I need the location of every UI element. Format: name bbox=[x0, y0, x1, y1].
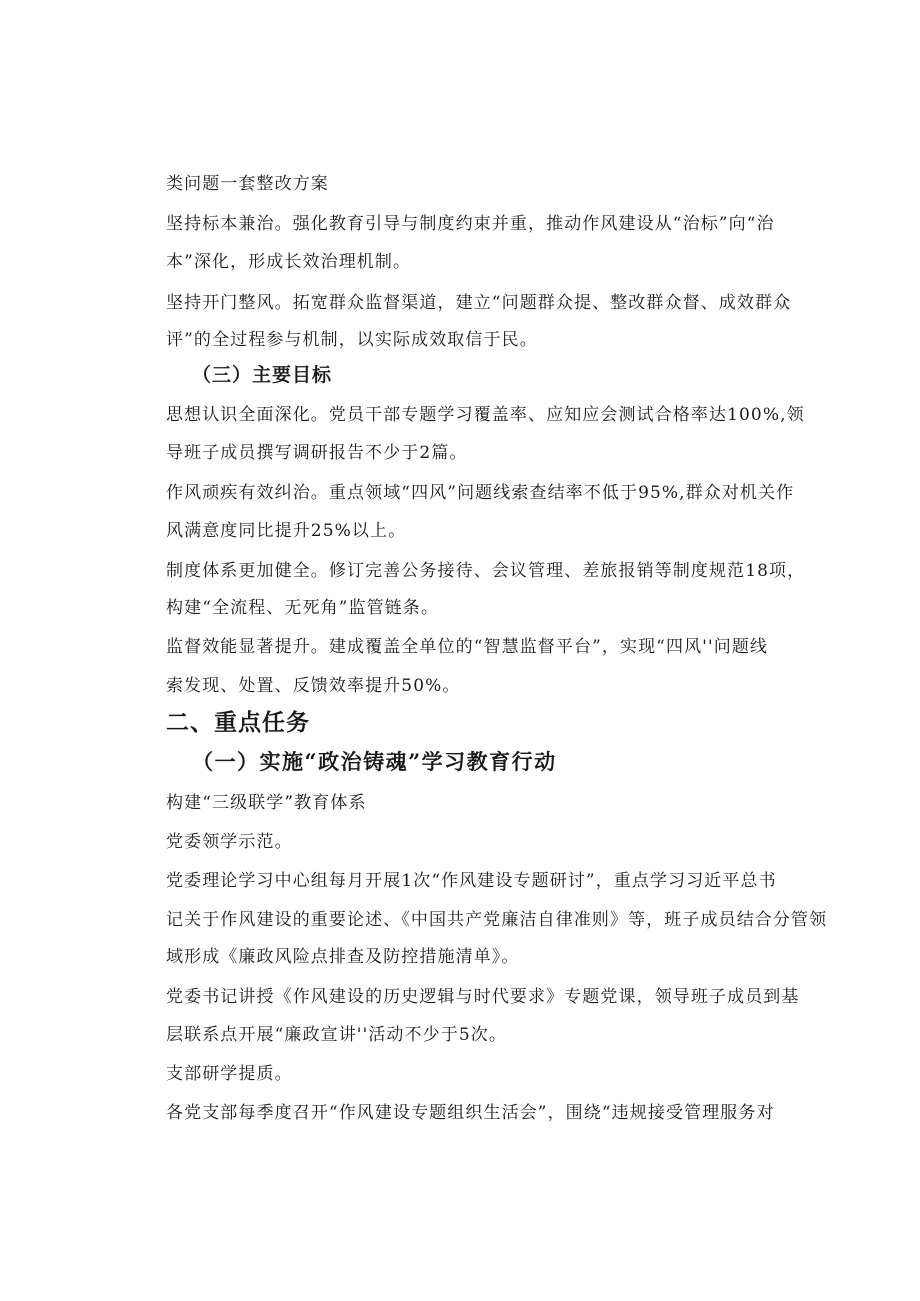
section-heading-goals: （三）主要目标 bbox=[192, 364, 333, 386]
paragraph-line: 本”深化，形成长效治理机制。 bbox=[166, 252, 412, 272]
paragraph-line: 构建“全流程、无死角”监管链条。 bbox=[166, 598, 439, 618]
paragraph-line: 各党支部每季度召开“作风建设专题组织生活会”，围绕“违规接受管理服务对 bbox=[166, 1103, 775, 1123]
paragraph-line: 构建“三级联学”教育体系 bbox=[166, 793, 367, 813]
paragraph-line: 党委理论学习中心组每月开展1次“作风建设专题研讨”，重点学习习近平总书 bbox=[166, 871, 777, 891]
paragraph-line: 类问题一套整改方案 bbox=[166, 174, 329, 194]
paragraph-line: 层联系点开展“廉政宣讲''活动不少于5次。 bbox=[166, 1025, 507, 1045]
paragraph-line: 作风顽疾有效纠治。重点领域“四风”问题线索查结率不低于95%,群众对机关作 bbox=[166, 483, 795, 503]
paragraph-line: 记关于作风建设的重要论述、《中国共产党廉洁自律准则》等，班子成员结合分管领 bbox=[166, 910, 828, 930]
paragraph-line: 支部研学提质。 bbox=[166, 1064, 293, 1084]
paragraph-line: 党委书记讲授《作风建设的历史逻辑与时代要求》专题党课，领导班子成员到基 bbox=[166, 987, 800, 1007]
chapter-heading-tasks: 二、重点任务 bbox=[166, 710, 310, 736]
section-heading-action: （一）实施“政治铸魂”学习教育行动 bbox=[192, 749, 557, 774]
paragraph-line: 索发现、处置、反馈效率提升50%。 bbox=[166, 676, 461, 696]
paragraph-line: 风满意度同比提升25%以上。 bbox=[166, 521, 407, 541]
paragraph-line: 坚持标本兼治。强化教育引导与制度约束并重，推动作风建设从“治标”向“治 bbox=[166, 214, 775, 234]
paragraph-line: 评”的全过程参与机制，以实际成效取信于民。 bbox=[166, 330, 538, 350]
paragraph-line: 制度体系更加健全。修订完善公务接待、会议管理、差旅报销等制度规范18项， bbox=[166, 561, 806, 581]
paragraph-line: 域形成《廉政风险点排查及防控措施清单》。 bbox=[166, 947, 520, 967]
paragraph-line: 思想认识全面深化。党员干部专题学习覆盖率、应知应会测试合格率达100%,领 bbox=[166, 405, 805, 425]
paragraph-line: 坚持开门整风。拓宽群众监督渠道，建立“问题群众提、整改群众督、成效群众 bbox=[166, 293, 792, 313]
paragraph-line: 党委领学示范。 bbox=[166, 832, 293, 852]
paragraph-line: 监督效能显著提升。建成覆盖全单位的“智慧监督平台”，实现“四风''问题线 bbox=[166, 637, 769, 657]
paragraph-line: 导班子成员撰写调研报告不少于2篇。 bbox=[166, 443, 468, 463]
